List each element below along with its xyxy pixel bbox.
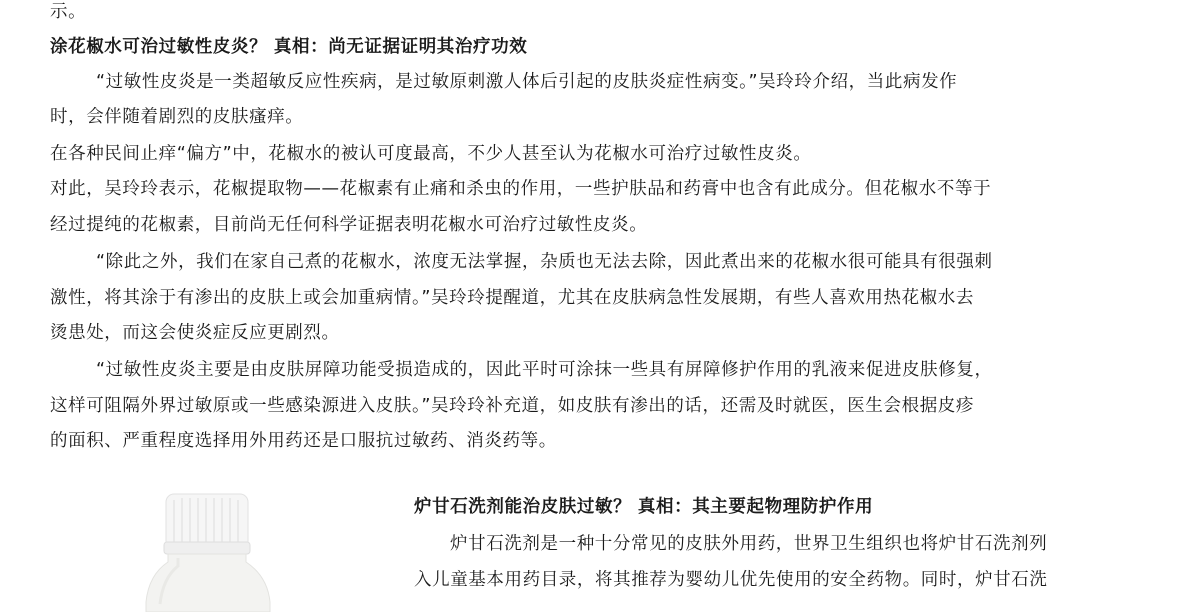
paragraph-line: 炉甘石洗剂是一种十分常见的皮肤外用药，世界卫生组织也将炉甘石洗剂列: [450, 534, 1048, 554]
section-heading: 涂花椒水可治过敏性皮炎？ 真相：尚无证据证明其治疗功效: [50, 37, 528, 57]
paragraph-line: “除此之外，我们在家自己煮的花椒水，浓度无法掌握，杂质也无法去除，因此煮出来的花椒水很可能具有很强刺: [96, 252, 993, 272]
paragraph-line: 的面积、严重程度选择用外用药还是口服抗过敏药、消炎药等。: [50, 431, 557, 451]
paragraph-line: 对此，吴玲玲表示，花椒提取物——花椒素有止痛和杀虫的作用，一些护肤品和药膏中也含有此成分。但花椒水不等于: [50, 179, 992, 199]
paragraph-line: 经过提纯的花椒素，目前尚无任何科学证据表明花椒水可治疗过敏性皮炎。: [50, 215, 648, 235]
paragraph-line: 示。: [50, 2, 87, 22]
paragraph-line: 时，会伴随着剧烈的皮肤瘙痒。: [50, 107, 304, 127]
paragraph-line: 激性，将其涂于有渗出的皮肤上或会加重病情。”吴玲玲提醒道，尤其在皮肤病急性发展期，有些人喜欢用热花椒水去: [50, 288, 975, 308]
section-heading: 炉甘石洗剂能治皮肤过敏？ 真相：其主要起物理防护作用: [414, 497, 874, 517]
paragraph-line: 在各种民间止痒“偏方”中，花椒水的被认可度最高，不少人甚至认为花椒水可治疗过敏性皮炎。: [50, 144, 812, 164]
paragraph-line: 这样可阻隔外界过敏原或一些感染源进入皮肤。”吴玲玲补充道，如皮肤有渗出的话，还需及时就医，医生会根据皮疹: [50, 396, 975, 416]
paragraph-line: “过敏性皮炎是一类超敏反应性疾病，是过敏原刺激人体后引起的皮肤炎症性病变。”吴玲玲介绍，当此病发作: [96, 72, 958, 92]
paragraph-line: “过敏性皮炎主要是由皮肤屏障功能受损造成的，因此平时可涂抹一些具有屏障修护作用的乳液来促进皮肤修复，: [96, 360, 993, 380]
product-bottle-image: [138, 492, 278, 612]
paragraph-line: 烫患处，而这会使炎症反应更剧烈。: [50, 323, 340, 343]
paragraph-line: 入儿童基本用药目录，将其推荐为婴幼儿优先使用的安全药物。同时，炉甘石洗: [414, 570, 1048, 590]
